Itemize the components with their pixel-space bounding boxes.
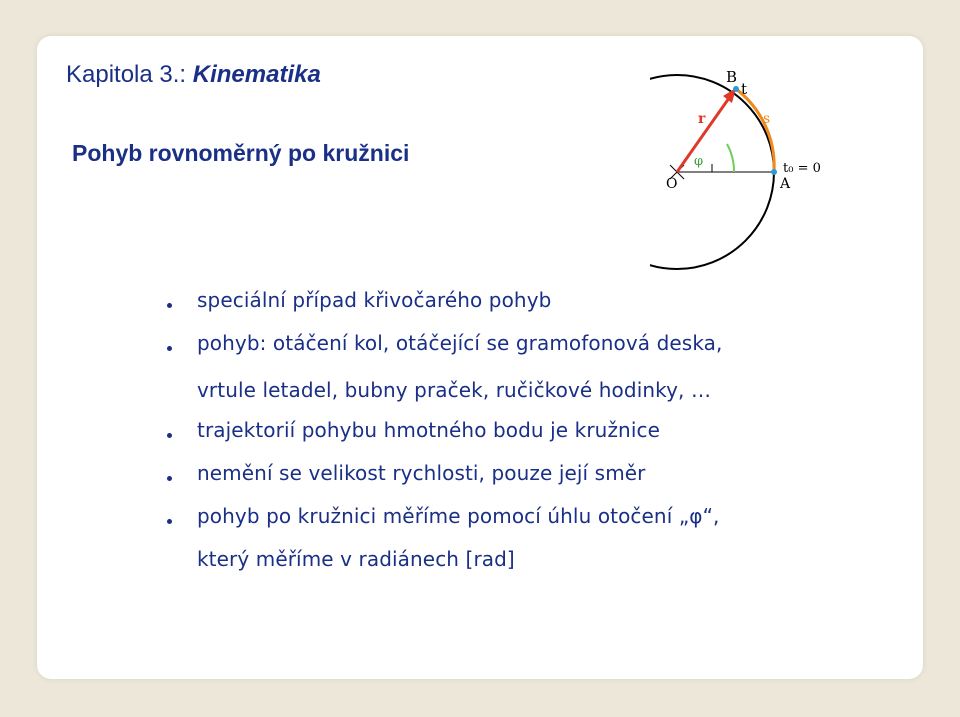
bullet-text: nemění se velikost rychlosti, pouze její směr xyxy=(197,461,646,485)
label-phi: φ xyxy=(694,154,704,169)
chapter-title: Kinematika xyxy=(192,61,321,88)
bullet-text-continued: který měříme v radiánech [rad] xyxy=(197,547,515,571)
label-t0: t₀ = 0 xyxy=(783,161,821,176)
label-t: t xyxy=(741,80,748,98)
bullet-text: speciální případ křivočarého pohyb xyxy=(197,288,552,312)
arc-length-s xyxy=(736,89,774,172)
bullet-dot xyxy=(167,476,172,481)
bullet-dot xyxy=(167,303,172,308)
point-b xyxy=(733,86,739,92)
bullet-dot xyxy=(167,433,172,438)
label-r: r xyxy=(698,111,706,127)
slide-subtitle: Pohyb rovnoměrný po kružnici xyxy=(72,140,410,166)
label-b: B xyxy=(726,68,738,86)
radius-vector xyxy=(677,91,734,172)
bullet-text-continued: vrtule letadel, bubny praček, ručičkové hodinky, … xyxy=(197,378,712,402)
chapter-prefix: Kapitola 3.: xyxy=(66,61,193,88)
angle-arc xyxy=(727,144,734,172)
bullet-dot xyxy=(167,346,172,351)
point-a xyxy=(771,169,777,175)
bullet-dot xyxy=(167,519,172,524)
label-a: A xyxy=(780,176,791,192)
label-s: s xyxy=(763,111,771,127)
bullet-text: trajektorií pohybu hmotného bodu je kružnice xyxy=(197,418,660,442)
chapter-heading xyxy=(66,61,321,89)
bullet-text: pohyb: otáčení kol, otáčející se gramofonová deska, xyxy=(197,331,723,355)
label-o: O xyxy=(666,176,678,192)
circle-diagram xyxy=(650,60,850,280)
bullet-text: pohyb po kružnici měříme pomocí úhlu otočení „φ“, xyxy=(197,504,720,528)
